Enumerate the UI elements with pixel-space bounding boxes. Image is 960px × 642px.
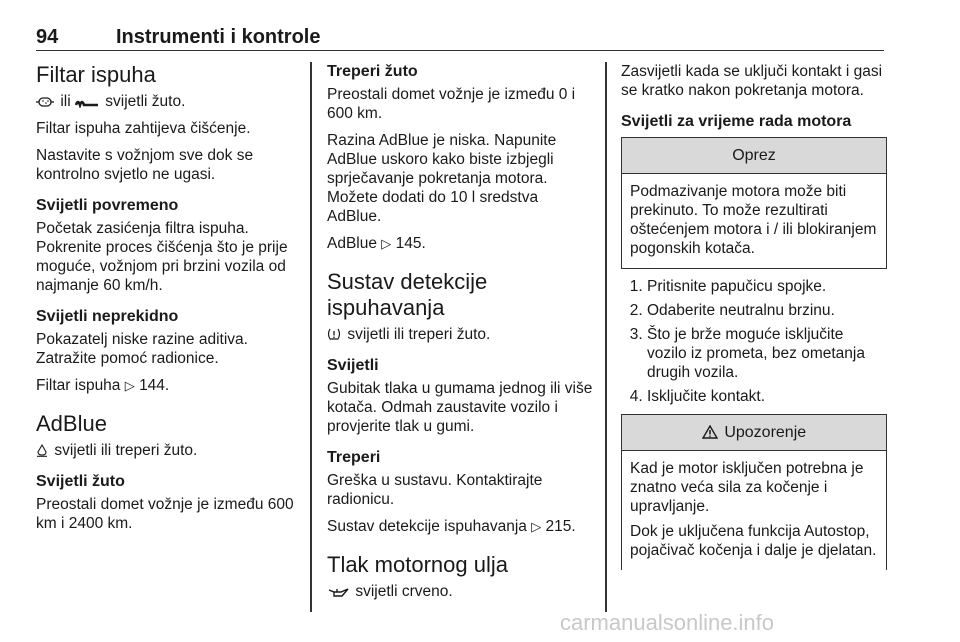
column-divider [605, 62, 607, 612]
caution-box: Oprez Podmazivanje motora može biti prekinuto. To može rezultirati oštećenjem motora i / ili blokiranjem pogonskih kotača. [621, 137, 887, 269]
section-title-adblue: AdBlue [36, 411, 107, 436]
tpms-indicator-line: svijetli ili treperi žuto. [327, 325, 595, 344]
heading-blinks: Treperi [327, 449, 381, 466]
section-title-exhaust-filter: Filtar ispuha [36, 62, 156, 87]
exhaust-filter-icon [36, 96, 54, 108]
heading-lights: Svijetli [327, 357, 379, 374]
list-item: 4. Isključite kontakt. [647, 387, 887, 406]
column-divider [310, 62, 312, 612]
heading-lights-yellow: Svijetli žuto [36, 473, 125, 490]
tyre-pressure-icon [327, 328, 341, 341]
warning-triangle-icon [702, 425, 718, 439]
oil-indicator-line: svijetli crveno. [327, 582, 595, 601]
list-item: 3. Što je brže moguće isključite vozilo iz prometa, bez ometanja drugih vozila. [647, 325, 887, 382]
heading-lights-constantly: Svijetli neprekidno [36, 308, 179, 325]
column-2: Treperi žuto Preostali domet vožnje je između 0 i 600 km. Razina AdBlue je niska. Napunite AdBlue uskoro kako biste izbjegli sprječavanje pokretanja motora. Možete dodati do 10 l sredstva AdBlue. AdBlue ▷ 145. Sustav detekcije ispuhavanja svijetli ili treperi žuto. Svijetli Gubitak tlaka u gumama jednog ili više kotača. Odmah zaustavite vozilo i provjerite tlak u gumi. Treperi Greška u sustavu. Kontaktirajte radionicu. Sustav detekcije ispuhavanja ▷ 215. Tlak motornog ulja svijetli crveno. [327, 62, 595, 609]
oil-can-icon [327, 587, 349, 598]
heading-lights-while-running: Svijetli za vrijeme rada motora [621, 113, 852, 130]
arrow-reference-icon: ▷ [531, 519, 542, 534]
column-3: Zasvijetli kada se uključi kontakt i gasi se kratko nakon pokretanja motora. Svijetli za vrijeme rada motora Oprez Podmazivanje motora može biti prekinuto. To može rezultirati oštećenjem motora i / ili blokiranjem pogonskih kotača. 1. Pritisnite papučicu spojke. 2. Odaberite neutralnu brzinu. 3. Što je brže moguće isključite vozilo iz prometa, bez ometanja drugih vozila. 4. Isključite kontakt. Upozorenje Kad je motor isključen potrebna je znatno veća sila za kočenje i upravljanje. Dok je uključena funkcija Autostop, pojačivač kočenja i dalje je djelatan. [621, 62, 887, 578]
list-item: 1. Pritisnite papučicu spojke. [647, 277, 887, 296]
adblue-indicator-line: svijetli ili treperi žuto. [36, 441, 298, 460]
heading-lights-occasionally: Svijetli povremeno [36, 197, 179, 214]
cross-reference-exhaust-filter[interactable]: Filtar ispuha ▷ 144. [36, 377, 170, 394]
warning-title: Upozorenje [724, 424, 807, 441]
warning-header [622, 415, 886, 451]
warning-box: Upozorenje Kad je motor isključen potrebna je znatno veća sila za kočenje i upravljanje. Dok je uključena funkcija Autostop, pojačivač kočenja i dalje je djelatan. [621, 414, 887, 570]
page-header [36, 26, 884, 51]
glow-plug-coil-icon [75, 98, 99, 108]
column-1: Filtar ispuha ili svijetli žuto. Filtar ispuha zahtijeva čišćenje. Nastavite s vožnjom sve dok se kontrolno svjetlo ne ugasi. Svijetli povremeno Početak zasićenja filtra ispuha. Pokrenite proces čišćenja što je prije moguće, vožnjom pri brzini vozila od najmanje 60 km/h. Svijetli neprekidno Pokazatelj niske razine aditiva. Zatražite pomoć radionice. Filtar ispuha ▷ 144. AdBlue svijetli ili treperi žuto. Svijetli žuto Preostali domet vožnje je između 600 km i 2400 km. [36, 62, 298, 541]
section-title-engine-oil-pressure: Tlak motornog ulja [327, 552, 508, 577]
list-item: 2. Odaberite neutralnu brzinu. [647, 301, 887, 320]
arrow-reference-icon: ▷ [381, 236, 392, 251]
arrow-reference-icon: ▷ [124, 378, 135, 393]
chapter-title: Instrumenti i kontrole [116, 26, 321, 48]
heading-blinks-yellow: Treperi žuto [327, 63, 418, 80]
steps-list [621, 277, 887, 406]
section-title-deflation-detection: Sustav detekcije ispuhavanja [327, 269, 488, 320]
page-number: 94 [36, 26, 59, 48]
watermark: carmanualsonline.info [560, 610, 775, 635]
cross-reference-adblue[interactable]: AdBlue ▷ 145. [327, 235, 426, 252]
caution-title: Oprez [622, 138, 886, 174]
cross-reference-deflation-detection[interactable]: Sustav detekcije ispuhavanja ▷ 215. [327, 518, 576, 535]
adblue-icon [36, 444, 48, 457]
exhaust-filter-indicator-line: ili svijetli žuto. [36, 92, 298, 111]
